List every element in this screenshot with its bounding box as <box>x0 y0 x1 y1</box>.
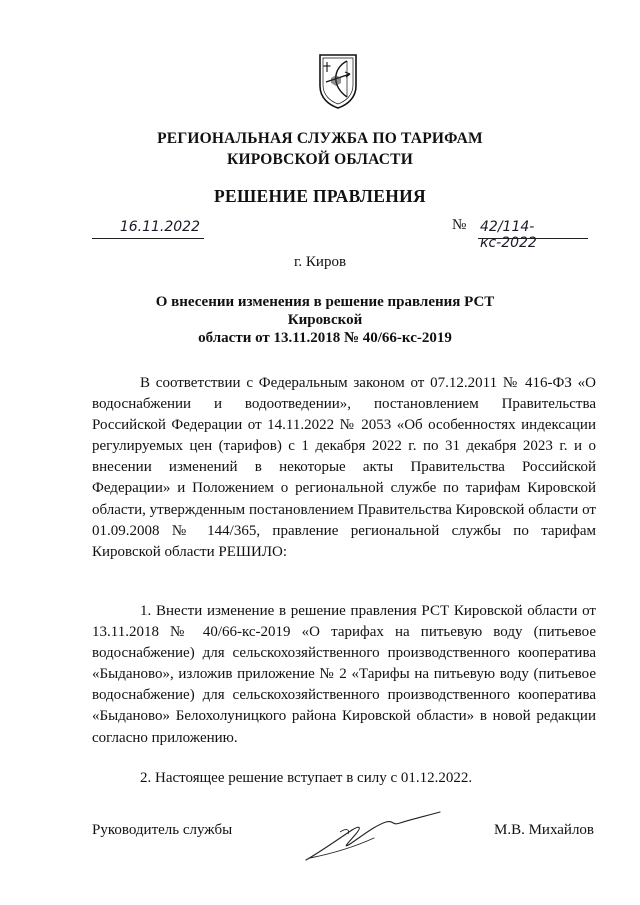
number-sign: № <box>452 217 467 233</box>
subject-line2: области от 13.11.2018 № 40/66-кс-2019 <box>198 330 452 346</box>
organization-name-line1: РЕГИОНАЛЬНАЯ СЛУЖБА ПО ТАРИФАМ <box>157 130 483 147</box>
clause-2-paragraph: 2. Настоящее решение вступает в силу с 01.12.2022. <box>140 770 473 786</box>
signatory-name: М.В. Михайлов <box>494 822 595 838</box>
clause-1-paragraph: 1. Внести изменение в решение правления РСТ Кировской области от 13.11.2018 № 40/66-кс-2019 «О тарифах на питьевую воду (питьевое водоснабжение) для сельскохозяйственного производственного кооператива «Быданово», изложив приложение № 2 «Тарифы на питьевую воду (питьевое водоснабжение) для сельскохозяйственного производственного кооператива «Быданово» Белохолуницкого района Кировской области» в новой редакции согласно приложению. <box>92 603 596 746</box>
decision-number: 42/114-кс-2022 <box>480 219 537 251</box>
city: г. Киров <box>293 254 347 270</box>
handwritten-signature <box>300 808 450 868</box>
kirov-coat-of-arms-icon <box>317 52 359 110</box>
decision-number-field <box>478 214 588 251</box>
document-type-title: РЕШЕНИЕ ПРАВЛЕНИЯ <box>214 186 426 206</box>
preamble-paragraph: В соответствии с Федеральным законом от 07.12.2011 № 416-ФЗ «О водоснабжении и водоотведении», постановлением Правительства Российской Федерации от 14.11.2022 № 2053 «Об особенностях индексации регулируемых цен (тарифов) с 1 декабря 2022 г. по 31 декабря 2023 г. и о внесении изменений в некоторые акты Правительства Российской Федерации» и Положением о региональной службе по тарифам Кировской области, утвержденным постановлением Правительства Кировской области от 01.09.2008 № 144/365, правление региональной службы по тарифам Кировской области РЕШИЛО: <box>92 375 596 560</box>
signatory-role: Руководитель службы <box>92 822 233 838</box>
organization-name-line2: КИРОВСКОЙ ОБЛАСТИ <box>227 151 413 168</box>
subject-line1: О внесении изменения в решение правления РСТ Кировской <box>155 294 495 328</box>
decision-date: 16.11.2022 <box>119 219 200 235</box>
decision-subject <box>120 293 530 347</box>
decision-date-field <box>92 214 204 239</box>
